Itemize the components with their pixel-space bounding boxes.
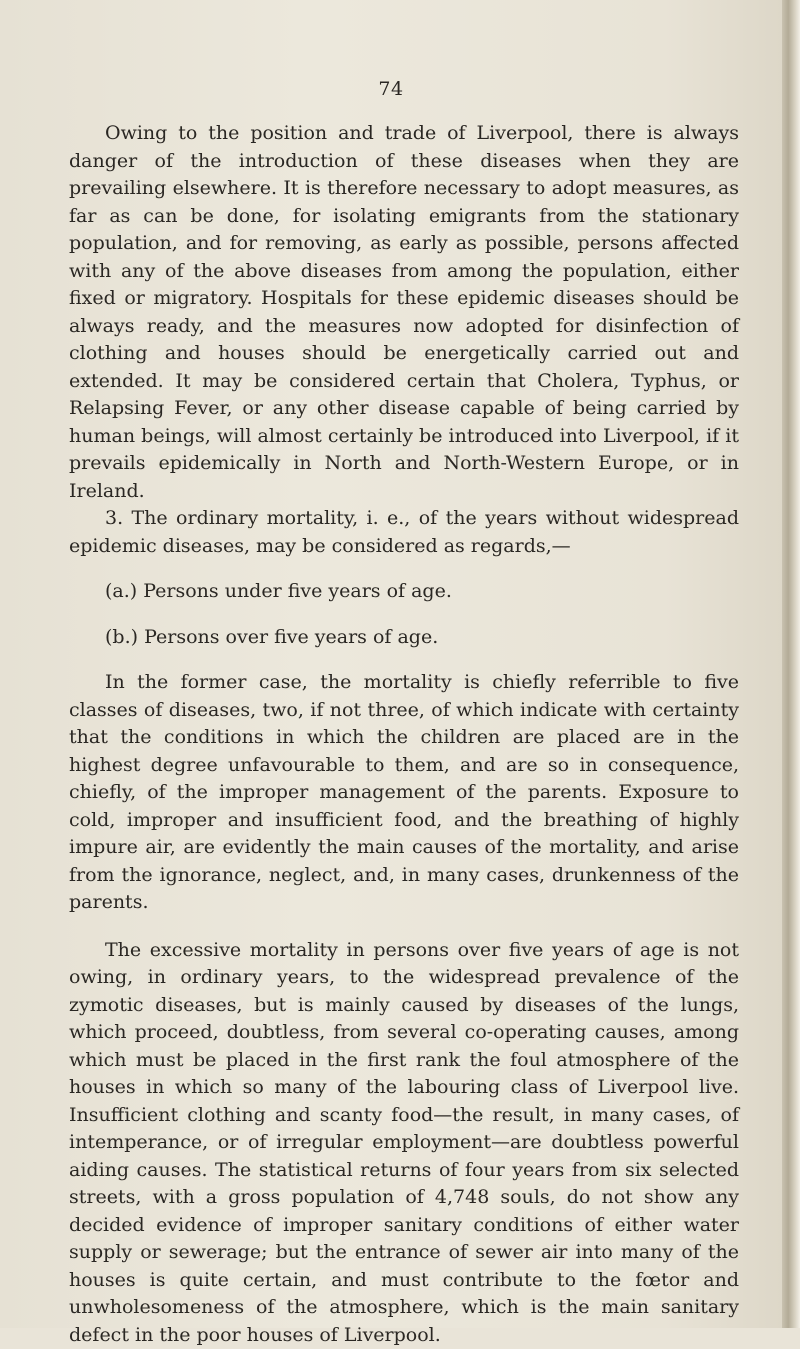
list-item-over-five: (b.) Persons over five years of age. bbox=[69, 624, 739, 652]
paragraph-excessive-mortality: The excessive mortality in persons over five years of age is not owing, in ordinary years, to the widespread prevalence of the zymotic diseases, but is mainly caused by diseases of the lungs, which proceed, doubtless, from several co-operating causes, among which must be placed in the first rank the foul atmosphere of the houses in which so many of the labouring class of Liverpool live. Insufficient clothing and scanty food—the result, in many cases, of intemperance, or of irregular employment—are doubtless powerful aiding causes. The statistical returns of four years from six selected streets, with a gross population of 4,748 souls, do not show any decided evidence of improper sanitary conditions of either water supply or sewerage; but the entrance of sewer air into many of the houses is quite certain, and must contribute to the fœtor and unwholesomeness of the atmosphere, which is the main sanitary defect in the poor houses of Liverpool. bbox=[69, 937, 739, 1349]
page-edge bbox=[782, 0, 800, 1328]
body-text bbox=[69, 120, 739, 1349]
paragraph-former-case: In the former case, the mortality is chiefly referrible to five classes of diseases, two, if not three, of which indicate with certainty that the conditions in which the children are placed are in the highest degree unfavourable to them, and are so in consequence, chiefly, of the improper management of the parents. Exposure to cold, improper and insufficient food, and the breathing of highly impure air, are evidently the main causes of the mortality, and arise from the ignorance, neglect, and, in many cases, drunkenness of the parents. bbox=[69, 669, 739, 917]
list-item-under-five: (a.) Persons under five years of age. bbox=[69, 578, 739, 606]
page-number: 74 bbox=[0, 78, 782, 100]
paragraph-liverpool-danger: Owing to the position and trade of Liverpool, there is always danger of the introduction of these diseases when they are prevailing elsewhere. It is therefore necessary to adopt measures, as far as can be done, for isolating emigrants from the stationary population, and for removing, as early as possible, persons affected with any of the above diseases from among the population, either fixed or migratory. Hospitals for these epidemic diseases should be always ready, and the measures now adopted for disinfection of clothing and houses should be energetically carried out and extended. It may be considered certain that Cholera, Typhus, or Relapsing Fever, or any other disease capable of being carried by human beings, will almost certainly be introduced into Liverpool, if it prevails epidemically in North and North-Western Europe, or in Ireland. bbox=[69, 120, 739, 505]
paragraph-ordinary-mortality: 3. The ordinary mortality, i. e., of the years without widespread epidemic diseases, may be considered as regards,— bbox=[69, 505, 739, 560]
